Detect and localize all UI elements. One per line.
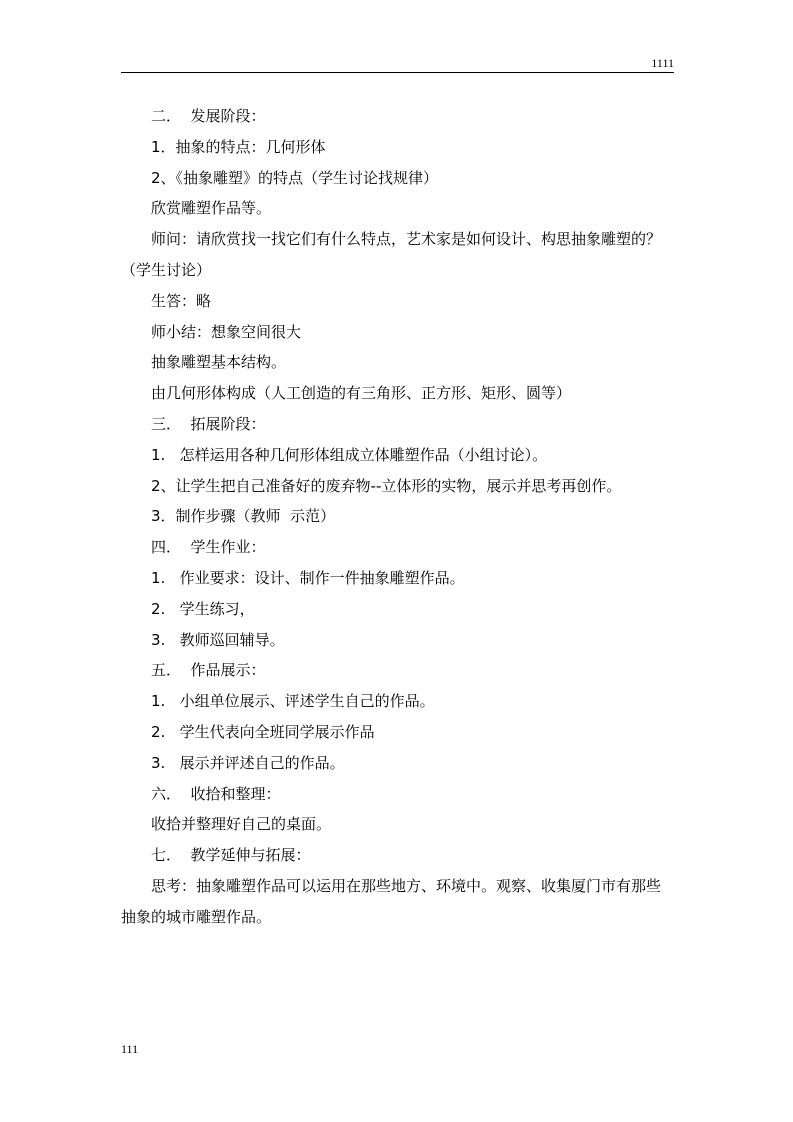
- section-heading-expand: 三． 拓展阶段：: [151, 414, 266, 433]
- paragraph: 2、《抽象雕塑》的特点（学生讨论找规律）: [151, 168, 439, 187]
- paragraph: 师小结：想象空间很大: [151, 322, 302, 341]
- paragraph: 3. 教师巡回辅导。: [151, 630, 285, 649]
- header-rule: [121, 72, 674, 73]
- paragraph: 由几何形体构成（人工创造的有三角形、正方形、矩形、圆等）: [151, 384, 572, 403]
- paragraph: 生答：略: [151, 291, 212, 310]
- paragraph: 3．制作步骤（教师 示范）: [151, 507, 336, 526]
- paragraph: 1. 作业要求：设计、制作一件抽象雕塑作品。: [151, 568, 465, 587]
- section-heading-display: 五． 作品展示：: [151, 661, 266, 680]
- document-body: [121, 101, 674, 933]
- paragraph: 2. 学生代表向全班同学展示作品: [151, 722, 375, 741]
- paragraph: 抽象雕塑基本结构。: [151, 353, 287, 372]
- footer-page-number: 111: [121, 1042, 139, 1056]
- header-page-number: 1111: [651, 56, 674, 70]
- section-heading-cleanup: 六． 收拾和整理：: [151, 784, 281, 803]
- paragraph: 2、让学生把自己准备好的废弃物--立体形的实物，展示并思考再创作。: [151, 476, 622, 495]
- paragraph: 3. 展示并评述自己的作品。: [151, 753, 345, 772]
- paragraph: 思考：抽象雕塑作品可以运用在那些地方、环境中。观察、收集厦门市有那些抽象的城市雕塑作品。: [121, 876, 662, 926]
- section-heading-homework: 四． 学生作业：: [151, 538, 266, 557]
- paragraph: 师问：请欣赏找一找它们有什么特点，艺术家是如何设计、构思抽象雕塑的？（学生讨论）: [121, 230, 662, 279]
- section-heading-extension: 七． 教学延伸与拓展：: [151, 846, 311, 865]
- paragraph: 1. 怎样运用各种几何形体组成立体雕塑作品（小组讨论）。: [151, 445, 548, 464]
- section-heading-develop: 二． 发展阶段：: [151, 107, 266, 125]
- paragraph: 欣赏雕塑作品等。: [151, 199, 272, 218]
- paragraph: 1. 小组单位展示、评述学生自己的作品。: [151, 692, 435, 711]
- paragraph: 2. 学生练习，: [151, 599, 255, 618]
- paragraph: 1．抽象的特点：几何形体: [151, 137, 326, 156]
- paragraph: 收拾并整理好自己的桌面。: [151, 815, 332, 834]
